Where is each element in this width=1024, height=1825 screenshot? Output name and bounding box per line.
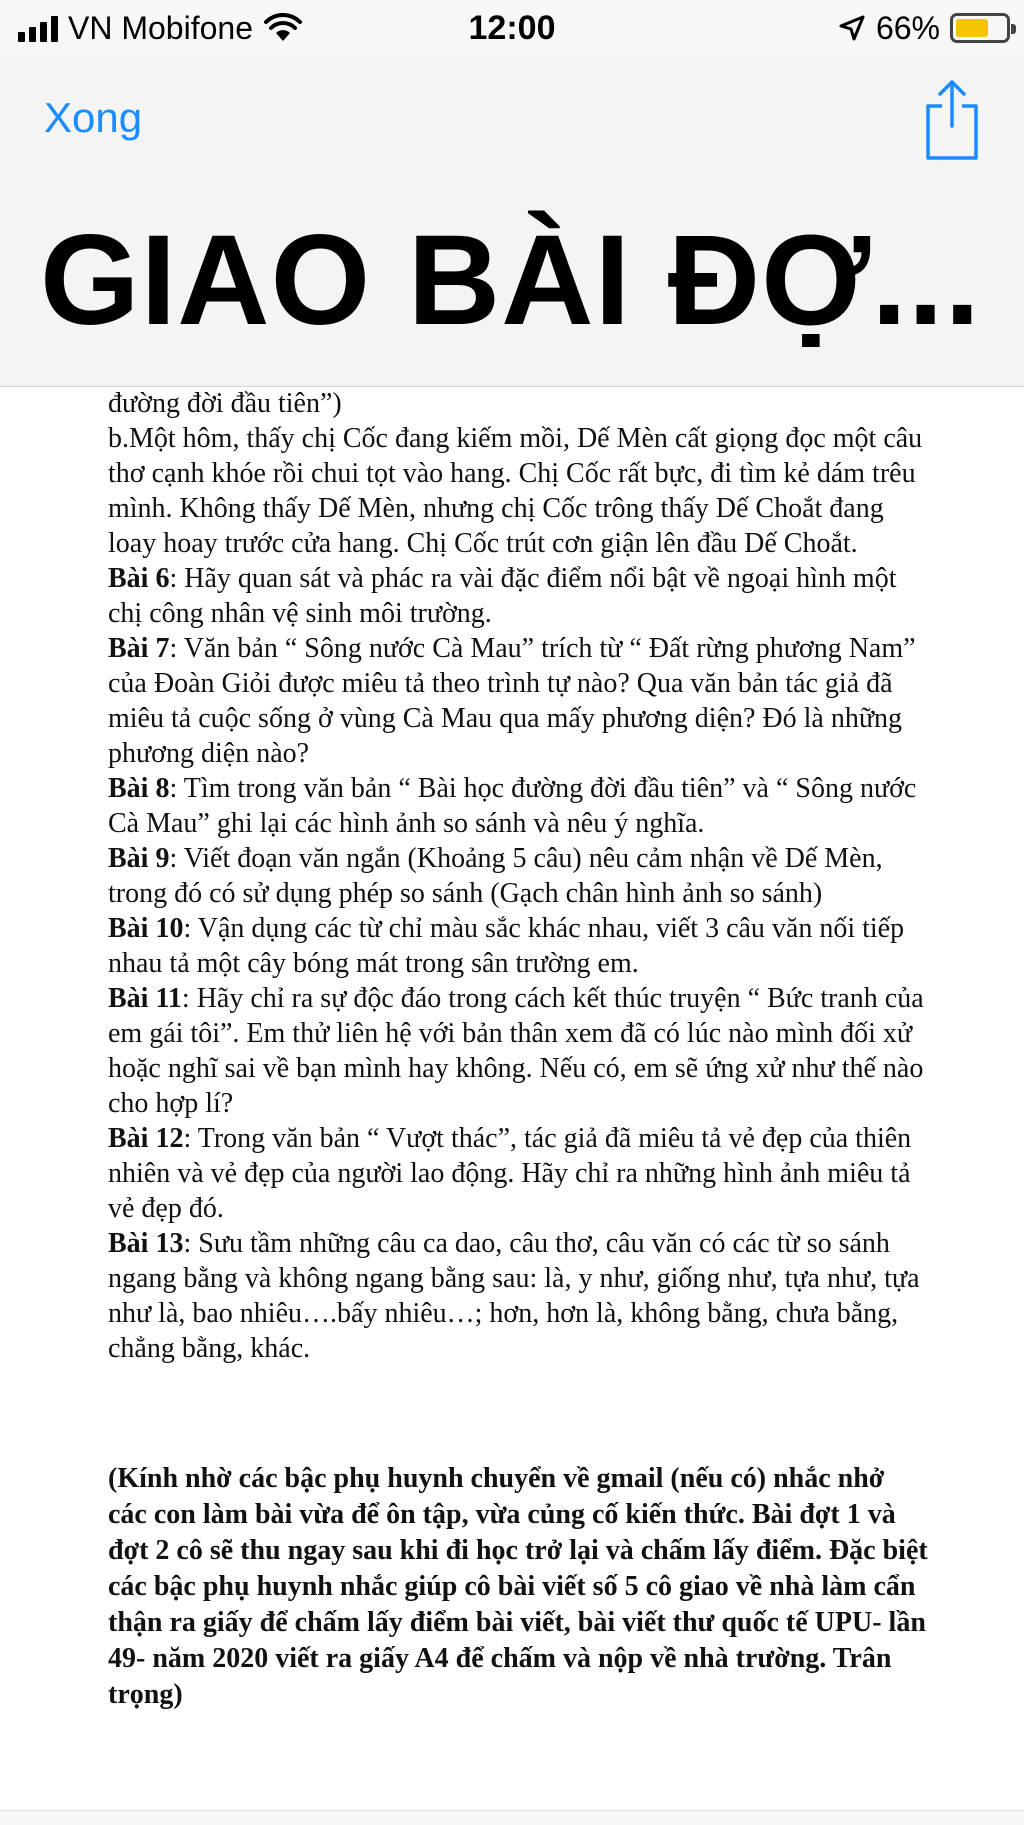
carrier-name: VN Mobifone — [68, 10, 253, 46]
exercise-item — [108, 631, 928, 771]
exercise-label: Bài 8 — [108, 773, 170, 804]
exercise-list — [108, 561, 928, 1366]
done-button[interactable]: Xong — [44, 94, 143, 141]
battery-icon — [950, 13, 1010, 43]
share-icon — [922, 74, 982, 164]
status-time: 12:00 — [468, 9, 556, 47]
navigation-bar — [0, 56, 1024, 387]
document-title: GIAO BÀI ĐỢ... — [40, 209, 981, 352]
exercise-text: : Văn bản “ Sông nước Cà Mau” trích từ “ Đất rừng phương Nam” của Đoàn Giỏi được miêu tả theo trình tự nào? Qua văn bản tác giả đã miêu tả cuộc sống ở vùng Cà Mau qua mấy phương diện? Đó là những phương diện nào? — [108, 633, 916, 769]
exercise-item — [108, 911, 928, 981]
exercise-label: Bài 10 — [108, 913, 184, 944]
exercise-item — [108, 561, 928, 631]
exercise-label: Bài 6 — [108, 563, 170, 594]
exercise-item — [108, 841, 928, 911]
paragraph: b.Một hôm, thấy chị Cốc đang kiếm mồi, Dế Mèn cất giọng đọc một câu thơ cạnh khóe rồi chui tọt vào hang. Chị Cốc rất bực, đi tìm kẻ dám trêu mình. Không thấy Dế Mèn, nhưng chị Cốc trông thấy Dế Choắt đang loay hoay trước cửa hang. Chị Cốc trút cơn giận lên đầu Dế Choắt. — [108, 423, 923, 559]
exercise-text: : Hãy quan sát và phác ra vài đặc điểm nổi bật về ngoại hình một chị công nhân vệ sinh môi trường. — [108, 563, 897, 629]
battery-level-fill — [956, 19, 988, 37]
exercise-label: Bài 7 — [108, 633, 170, 664]
share-button[interactable] — [920, 74, 984, 164]
exercise-item — [108, 1226, 928, 1366]
exercise-text: : Trong văn bản “ Vượt thác”, tác giả đã miêu tả vẻ đẹp của thiên nhiên và vẻ đẹp của người lao động. Hãy chỉ ra những hình ảnh miêu tả vẻ đẹp đó. — [108, 1123, 912, 1224]
status-right — [838, 10, 1010, 46]
status-bar — [0, 0, 1024, 56]
exercise-text: : Viết đoạn văn ngắn (Khoảng 5 câu) nêu cảm nhận về Dế Mèn, trong đó có sử dụng phép so sánh (Gạch chân hình ảnh so sánh) — [108, 843, 883, 909]
exercise-label: Bài 12 — [108, 1123, 184, 1154]
exercise-label: Bài 11 — [108, 983, 182, 1014]
battery-percent: 66% — [875, 10, 940, 46]
exercise-text: : Sưu tầm những câu ca dao, câu thơ, câu văn có các từ so sánh ngang bằng và không ngang bằng sau: là, y như, giống như, tựa như, tựa như là, bao nhiêu….bấy nhiêu…; hơn, hơn là, không bằng, chưa bằng, chẳng bằng, khác. — [108, 1228, 920, 1364]
exercise-text: : Hãy chỉ ra sự độc đáo trong cách kết thúc truyện “ Bức tranh của em gái tôi”. Em thử liên hệ với bản thân xem đã có lúc nào mình đối xử hoặc nghĩ sai về bạn mình hay không. Nếu có, em sẽ ứng xử như thế nào cho hợp lí? — [108, 983, 924, 1119]
exercise-text: : Tìm trong văn bản “ Bài học đường đời đầu tiên” và “ Sông nước Cà Mau” ghi lại các hình ảnh so sánh và nêu ý nghĩa. — [108, 773, 917, 839]
location-arrow-icon — [838, 14, 866, 42]
exercise-item — [108, 981, 928, 1121]
parent-note: (Kính nhờ các bậc phụ huynh chuyển về gmail (nếu có) nhắc nhở các con làm bài vừa để ôn tập, vừa củng cố kiến thức. Bài đợt 1 và đợt 2 cô sẽ thu ngay sau khi đi học trở lại và chấm lấy điểm. Đặc biệt các bậc phụ huynh nhắc giúp cô bài viết số 5 cô giao về nhà làm cẩn thận ra giấy để chấm lấy điểm bài viết, bài viết thư quốc tế UPU- lần 49- năm 2020 viết ra giấy A4 để chấm và nộp về nhà trường. Trân trọng) — [108, 1463, 928, 1710]
exercise-text: : Vận dụng các từ chỉ màu sắc khác nhau, viết 3 câu văn nối tiếp nhau tả một cây bóng mát trong sân trường em. — [108, 913, 905, 979]
bottom-edge — [0, 1810, 1024, 1825]
exercise-item — [108, 1121, 928, 1226]
text-line: đường đời đầu tiên”) — [108, 388, 342, 419]
document-body[interactable] — [108, 386, 928, 1713]
exercise-item — [108, 771, 928, 841]
exercise-label: Bài 13 — [108, 1228, 184, 1259]
battery-tip — [1011, 24, 1016, 34]
exercise-label: Bài 9 — [108, 843, 170, 874]
